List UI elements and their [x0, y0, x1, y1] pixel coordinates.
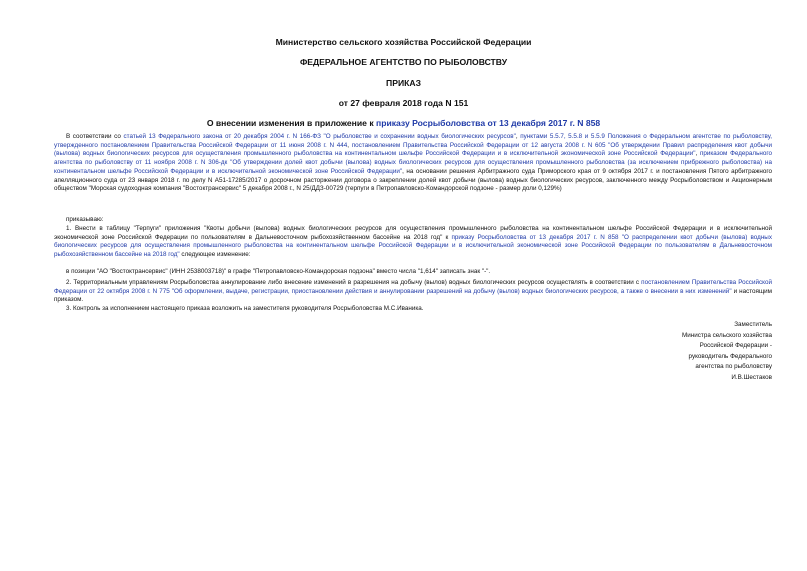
signature-line-2: Министра сельского хозяйства	[682, 331, 772, 339]
preamble-text-5: , на основании решения Арбитражного суда Приморского края от 9 октября 2017 г. и постановления Пятого арбитражного апелляционного суда от 23 января 2018 г. по делу N А51-17285/2017 о досрочном расторжении договора о закреплении долей квот добычи (вылова) водных биологических ресурсов, заключенного между Росрыболовством и Акционерным обществом "Морская судоходная компания "Востоктрансервис" 5 декабря 2008 г., N 25/ДДЗ-00729 (терпуги в Петропавловско-Командорской подзоне - размер доли 0,129%)	[54, 167, 773, 193]
order-858-link[interactable]: приказу Росрыболовства от 13 декабря 2017 г. N 858 "О распределении квот добычи (вылова) водных биологических ресурсов для осуществления промышленного рыболовства на континентальном шельфе Российской Федерации и в исключительной экономической зоне Российской Федерации по пользователям в Дальневосточном рыбохозяйственном бассейне на 2018 год"	[54, 233, 772, 259]
item-1-paragraph	[54, 225, 772, 260]
subitem-text: в позиции "АО "Востоктрансервис" (ИНН 2538003718)" в графе "Петропавловско-Командорская подзона" вместо числа "1,614" записать знак "-".	[66, 268, 491, 275]
signature-line-4: руководитель Федерального	[688, 352, 772, 360]
document-type-heading: ПРИКАЗ	[386, 78, 421, 88]
agency-heading: ФЕДЕРАЛЬНОЕ АГЕНТСТВО ПО РЫБОЛОВСТВУ	[299, 57, 508, 67]
item-3-text: 3. Контроль за исполнением настоящего приказа возложить на заместителя руководителя Росрыболовства М.С.Иваника.	[66, 305, 424, 312]
title-prefix: О внесении изменения в приложение к	[206, 118, 377, 128]
ministry-heading: Министерство сельского хозяйства Российской Федерации	[275, 37, 532, 47]
agency-regulation-link[interactable]: пунктами 5.5.7, 5.5.8 и 5.5.9 Положения о Федеральном агентстве по рыболовству, утвержденного постановлением Правительства Российской Федерации от 11 июня 2008 г. N 444	[54, 133, 773, 149]
preamble-text-3: ,	[347, 141, 352, 149]
ordered-text: приказываю:	[66, 216, 104, 223]
signature-line-3: Российской Федерации -	[699, 342, 772, 350]
government-resolution-775-link[interactable]: постановлением Правительства Российской Федерации от 22 октября 2008 г. N 775 "Об оформлении, выдаче, регистрации, приостановлении действия и аннулировании разрешений на добычу (вылов) водных биологических ресурсов, а также о внесении в них изменений"	[54, 279, 772, 295]
item-2-text-2: и настоящим приказом.	[54, 287, 772, 304]
federal-law-link[interactable]: статьей 13 Федерального закона от 20 декабря 2004 г. N 166-ФЗ "О рыболовстве и сохранении водных биологических ресурсов"	[123, 133, 516, 140]
date-number-heading: от 27 февраля 2018 года N 151	[338, 98, 469, 108]
item-1-text-1: 1. Внести в таблицу "Терпуги" приложения "Квоты добычи (вылова) водных биологических ресурсов для осуществления промышленного рыболовства на континентальном шельфе Российской Федерации и в исключительной экономической зоне Российской Федерации по пользователям в Дальневосточном рыбохозяйственном бассейне на 2018 год" к	[54, 225, 772, 241]
signature-name: И.В.Шестаков	[731, 373, 772, 381]
preamble-paragraph	[54, 133, 772, 194]
signature-block	[620, 320, 772, 384]
preamble-text-2: ,	[515, 133, 521, 140]
document-title	[0, 118, 807, 128]
order-306-link[interactable]: приказом Федерального агентства по рыболовству от 11 ноября 2008 г. N 306-дк "Об утверждении долей квот добычи (вылова) водных биологических ресурсов для осуществления промышленного рыболовства (за исключением прибрежного рыболовства) на континентальном шельфе Российской Федерации и в исключительной экономической зоне Российской Федерации"	[54, 150, 773, 175]
ordered-paragraph	[54, 216, 772, 225]
preamble-text-1: В соответствии со	[66, 133, 124, 140]
title-order-link[interactable]: приказу Росрыболовства от 13 декабря 2017 г. N 858	[376, 118, 601, 128]
signature-line-5: агентства по рыболовству	[695, 363, 772, 371]
subitem-paragraph	[54, 268, 772, 277]
signature-line-1: Заместитель	[734, 321, 772, 328]
item-1-text-2: следующее изменение:	[179, 251, 251, 259]
item-3-paragraph	[54, 305, 772, 314]
item-2-text-1: 2. Территориальным управлениям Росрыболовства аннулирование либо внесение изменений в разрешения на добычу (вылов) водных биологических ресурсов осуществлять в соответствии с	[66, 279, 642, 286]
government-resolution-605-link[interactable]: постановлением Правительства Российской Федерации от 12 августа 2008 г. N 605 "Об утверждении Правил распределения квот добычи (вылова) водных биологических ресурсов для осуществления промышленного рыболовства на континентальном шельфе Российской Федерации и в исключительной экономической зоне Российской Федерации"	[54, 141, 772, 158]
item-2-paragraph	[54, 279, 772, 305]
preamble-text-4: ,	[695, 150, 700, 158]
